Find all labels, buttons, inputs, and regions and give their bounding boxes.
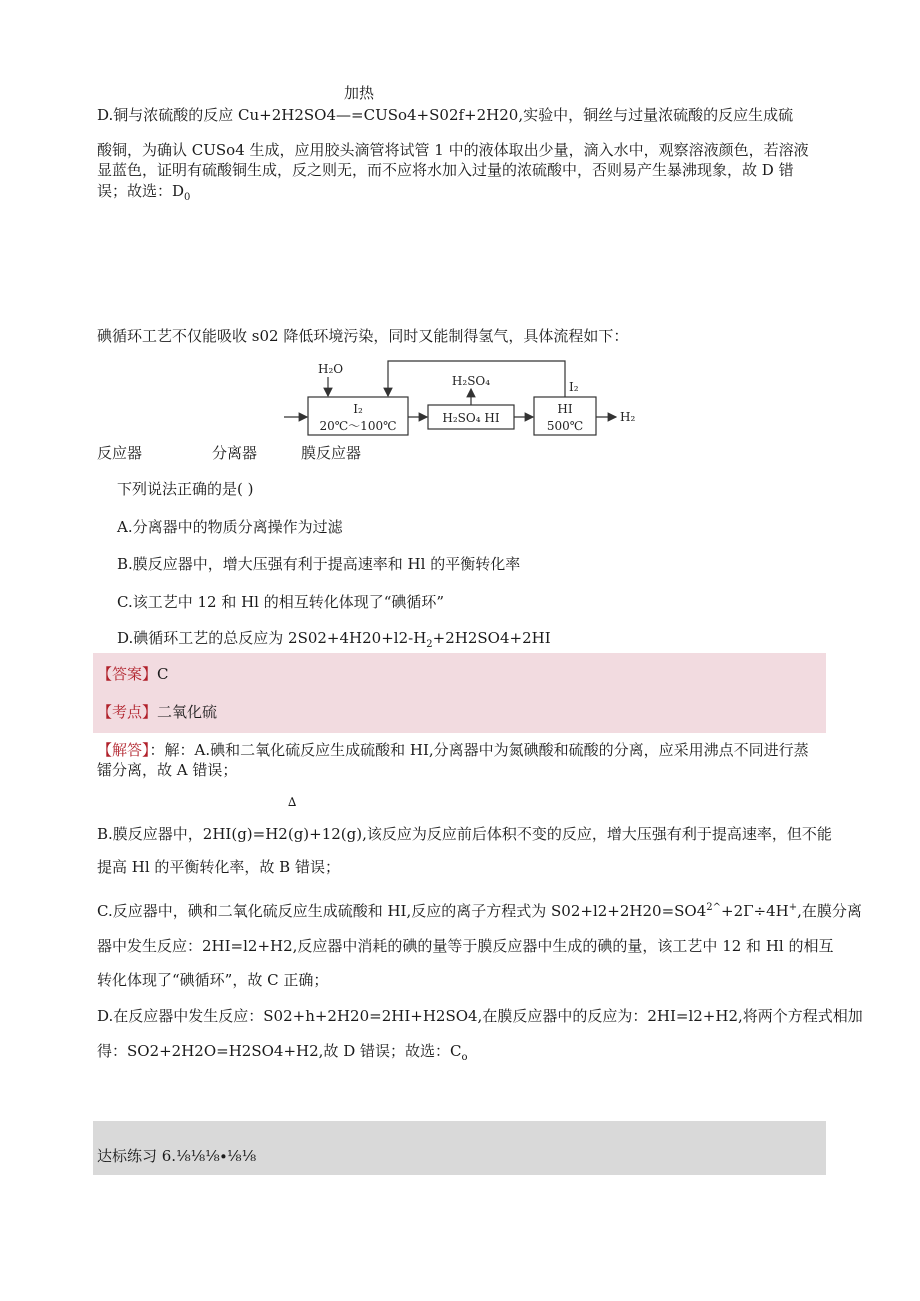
h2-output-label: H₂ [620, 410, 636, 424]
reactor-temp: 20℃～100℃ [319, 419, 397, 433]
delta-mark: ∆ [288, 795, 297, 809]
separator-content: H₂SO₄ HI [442, 411, 500, 425]
solution-a-line-2: 镭分离，故 A 错误； [97, 761, 238, 779]
kaodian-line: 【考点】二氧化硫 [97, 703, 218, 721]
h2o-input-label: H₂O [318, 362, 344, 376]
membrane-hi: HI [557, 402, 573, 416]
option-c: C.该工艺中 12 和 Hl 的相互转化体现了“碘循环” [117, 593, 445, 611]
solution-c-line-2: 器中发生反应：2HI=l2+H2,反应器中消耗的碘的量等于膜反应器中生成的碘的量，该工艺中 12 和 Hl 的相互 [97, 937, 834, 955]
option-a: A.分离器中的物质分离操作为过滤 [117, 518, 343, 536]
solution-c-line-3: 转化体现了“碘循环”，故 C 正确； [97, 971, 329, 989]
i2-recycle-label: I₂ [569, 380, 579, 394]
membrane-temp: 500℃ [546, 419, 584, 433]
solution-d-line-2: 得：SO2+2H2O=H2SO4+H2,故 D 错误；故选：$C_o$ [97, 1042, 468, 1063]
heat-label: 加热 [344, 84, 375, 102]
part-d-line-1: D.铜与浓硫酸的反应 Cu+2H2SO4—=CUSo4+S02f+2H20,实验中，铜丝与过量浓硫酸的反应生成硫 [97, 106, 794, 124]
question-intro: 碘循环工艺不仅能吸收 s02 降低环境污染，同时又能制得氢气，具体流程如下： [97, 327, 629, 345]
label-separator: 分离器 [212, 444, 258, 462]
part-d-line-2: 酸铜，为确认 CUSo4 生成，应用胶头滴管将试管 1 中的液体取出少量，滴入水中，观察溶液颜色，若溶液 [97, 141, 809, 159]
solution-d-line-1: D.在反应器中发生反应：S02+h+2H20=2HI+H2SO4,在膜反应器中的反应为：2HI=l2+H2,将两个方程式相加 [97, 1007, 863, 1025]
answer-line: 【答案】C [97, 665, 169, 683]
part-d-line-4: 误；故选：$D_0$ [97, 182, 191, 203]
reactor-i2: I₂ [353, 402, 363, 416]
label-membrane-reactor: 膜反应器 [301, 444, 362, 462]
part-d-line-3: 显蓝色，证明有硫酸铜生成，反之则无，而不应将水加入过量的浓硫酸中，否则易产生暴沸现象，故 D 错 [97, 161, 794, 179]
option-d: D.碘循环工艺的总反应为 $2S02+4H20+l2-H_2+2H2SO4+2HI$ [117, 629, 551, 650]
h2so4-output-label: H₂SO₄ [451, 374, 491, 388]
practice-title: 达标练习 6.⅛⅛⅛∙⅛⅛ [97, 1147, 257, 1165]
process-flow-diagram [280, 355, 650, 445]
solution-a-line-1: 【解答】：解：A.碘和二氧化硫反应生成硫酸和 HI,分离器中为氮碘酸和硫酸的分离，应采用沸点不同进行蒸 [97, 741, 809, 759]
solution-b-line-2: 提高 Hl 的平衡转化率，故 B 错误； [97, 858, 340, 876]
option-b: B.膜反应器中，增大压强有利于提高速率和 Hl 的平衡转化率 [117, 555, 521, 573]
label-reactor: 反应器 [97, 444, 143, 462]
solution-c-line-1: C.反应器中，碘和二氧化硫反应生成硫酸和 HI,反应的离子方程式为 $S02+l2+2H20=SO4^{2\^{}}+2\Gamma\div 4H^+$,在膜分离 [97, 902, 862, 920]
solution-b-line-1: B.膜反应器中，2HI(g)=H2(g)+12(g),该反应为反应前后体积不变的反应，增大压强有利于提高速率，但不能 [97, 825, 832, 843]
question-stem: 下列说法正确的是( ) [117, 480, 254, 498]
